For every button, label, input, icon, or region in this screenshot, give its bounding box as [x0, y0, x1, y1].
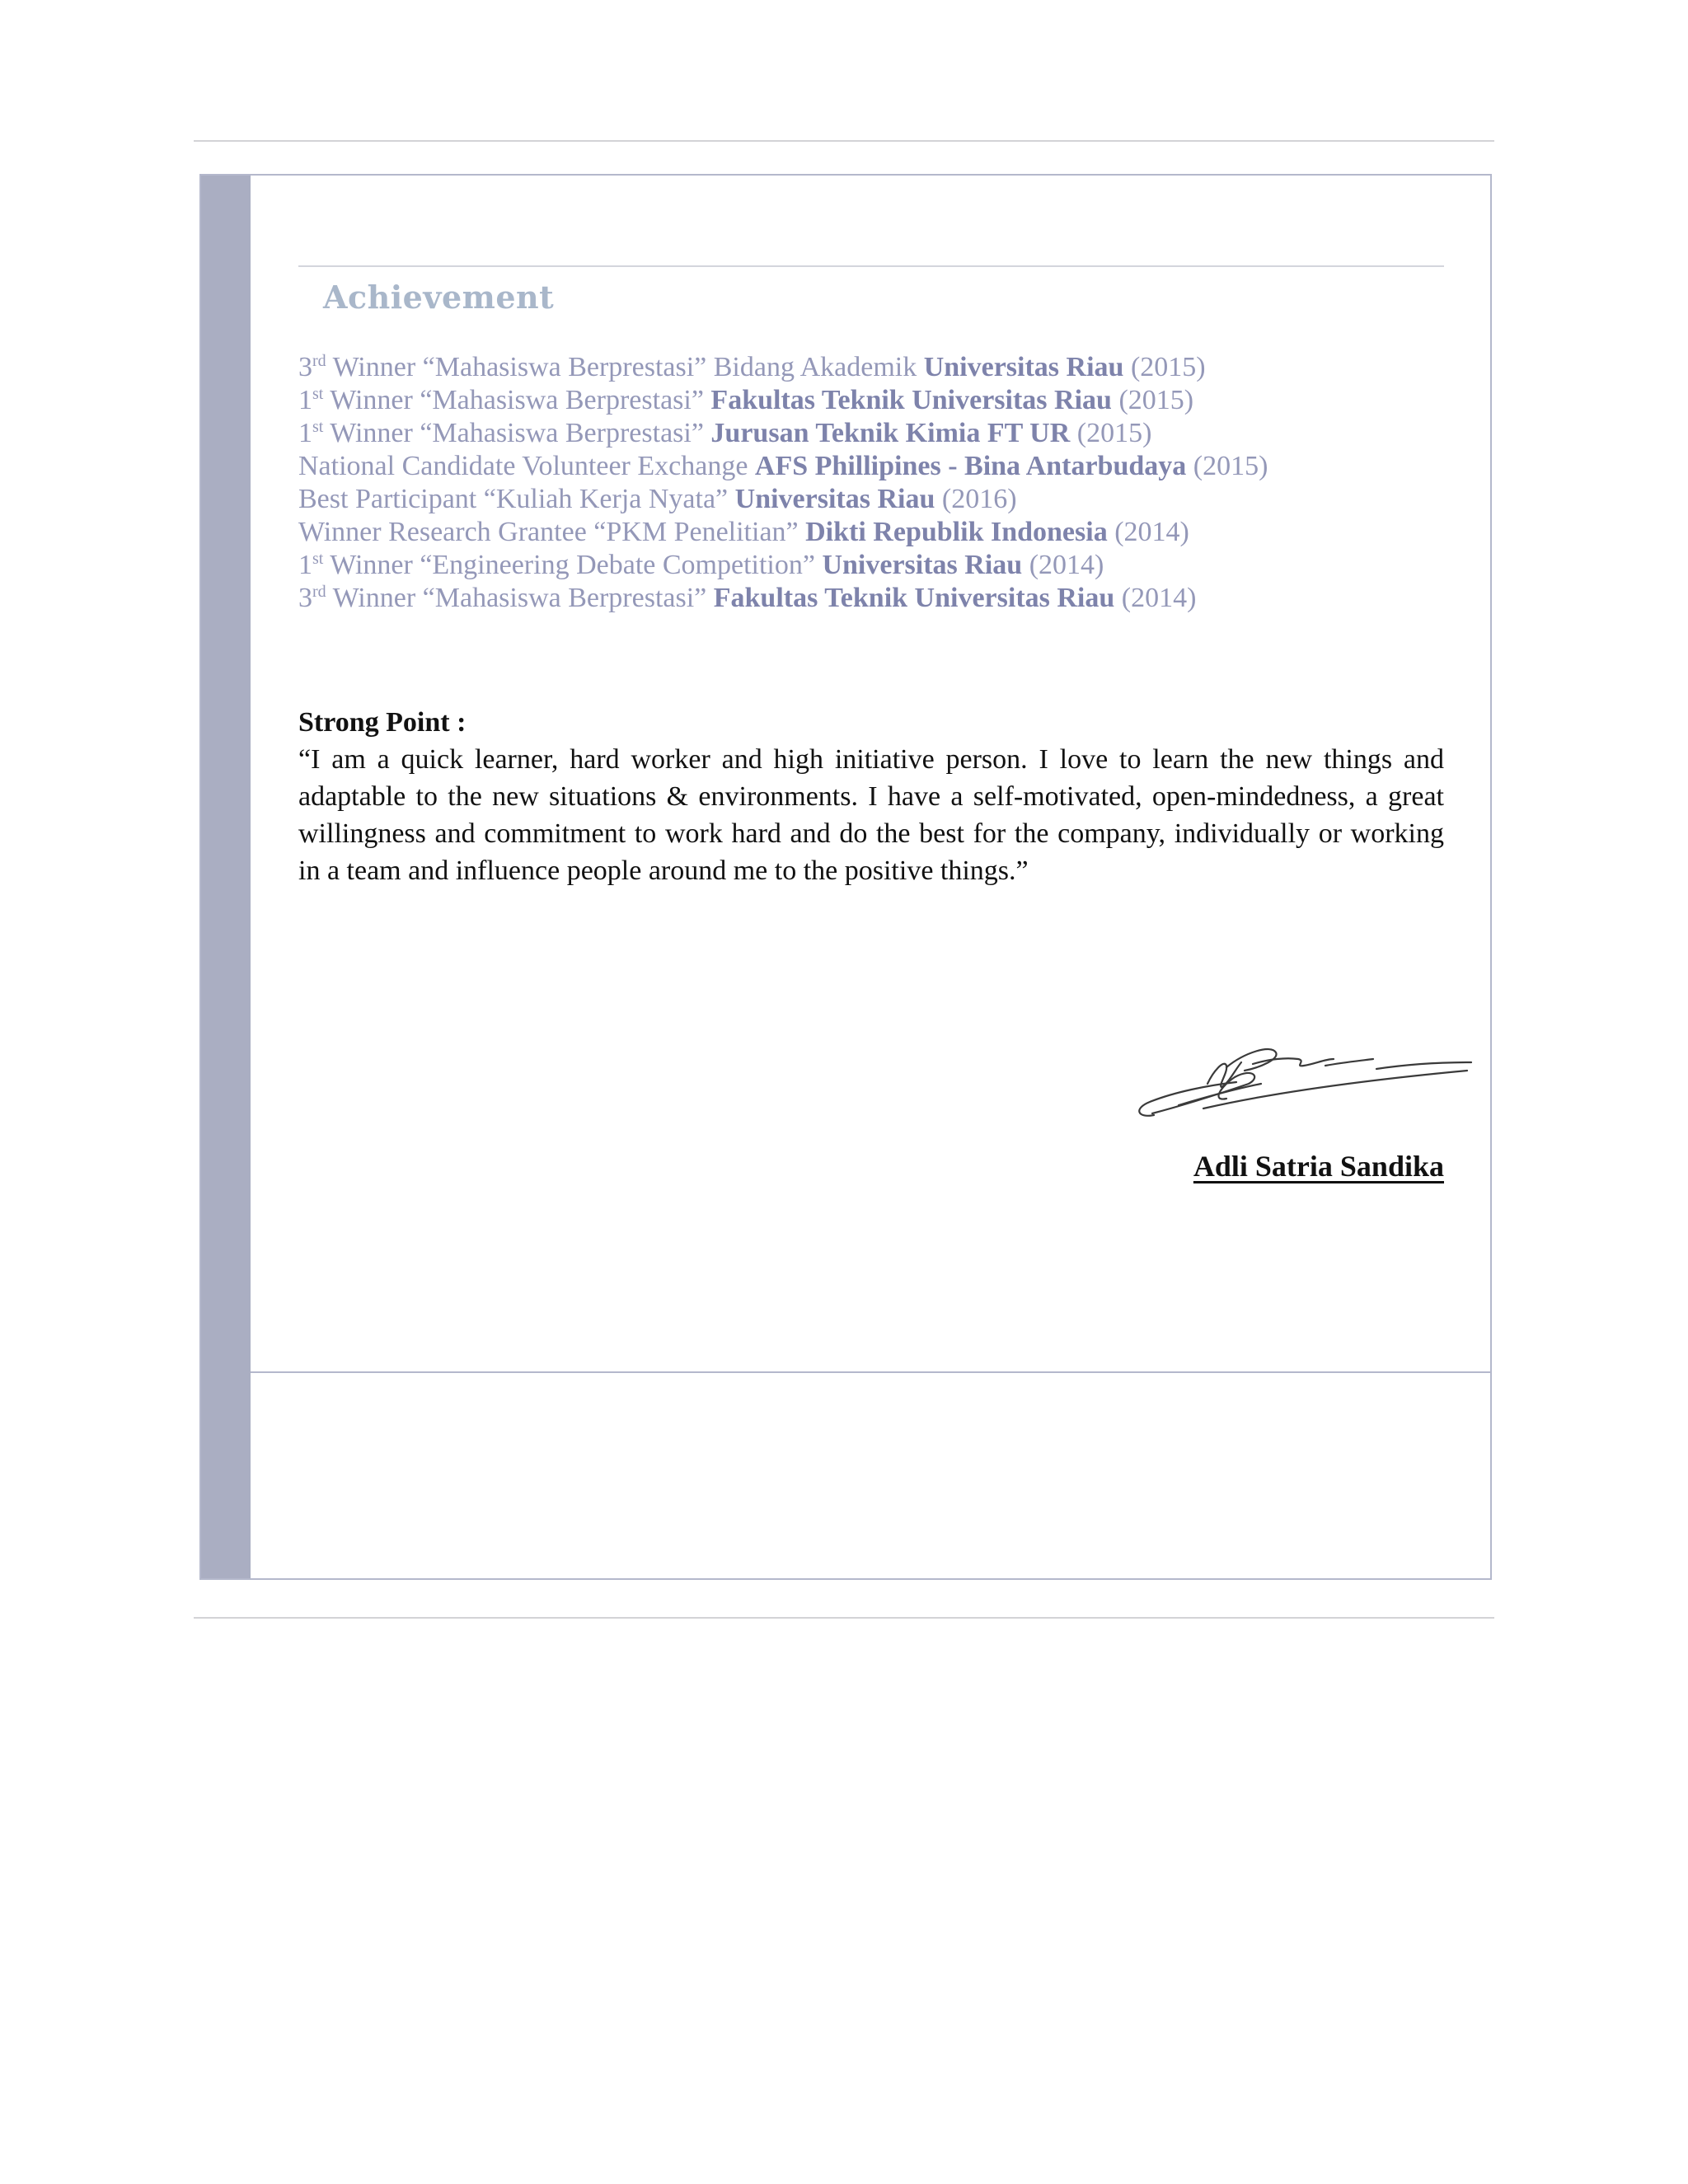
achievement-item: [298, 582, 1444, 615]
ordinal-suffix: rd: [312, 583, 326, 601]
ordinal-number: 1: [298, 418, 312, 448]
page-top-rule: [194, 140, 1494, 142]
achievement-org: AFS Phillipines - Bina Antarbudaya: [754, 451, 1187, 481]
achievement-org: Universitas Riau: [923, 352, 1124, 382]
ordinal-suffix: st: [312, 418, 324, 436]
achievement-text: Winner “Mahasiswa Berprestasi”: [332, 583, 707, 613]
achievement-text: National Candidate Volunteer Exchange: [298, 451, 748, 481]
sidebar-accent-bar: [201, 176, 251, 1578]
achievement-org: Universitas Riau: [734, 484, 935, 514]
achievement-org: Dikti Republik Indonesia: [805, 517, 1108, 547]
signature-name: Adli Satria Sandika: [1193, 1150, 1444, 1183]
achievement-org: Fakultas Teknik Universitas Riau: [713, 583, 1115, 613]
page-bottom-rule: [194, 1617, 1494, 1619]
strong-point-text: “I am a quick learner, hard worker and high initiative person. I love to learn the new things and adaptable to the new situations & environments. I have a self-motivated, open-mindedness, a great willingness and commitment to work hard and do the best for the company, individually or working in a team and influence people around me to the positive things.”: [298, 744, 1444, 886]
achievement-year: (2014): [1121, 583, 1197, 613]
achievement-item: [298, 549, 1444, 582]
achievement-year: (2014): [1114, 517, 1189, 547]
achievement-org: Jurusan Teknik Kimia FT UR: [710, 418, 1071, 448]
achievement-org: Universitas Riau: [822, 550, 1023, 580]
signature-image: [1129, 1034, 1475, 1125]
ordinal-suffix: st: [312, 550, 324, 568]
achievement-text: Winner Research Grantee “PKM Penelitian”: [298, 517, 799, 547]
strong-point-section: [298, 704, 1444, 889]
achievement-year: (2015): [1193, 451, 1268, 481]
achievement-item: [298, 516, 1444, 549]
achievement-item: [298, 384, 1444, 417]
achievement-heading: Achievement: [323, 279, 555, 316]
achievement-rule: [298, 265, 1444, 267]
ordinal-number: 1: [298, 550, 312, 580]
ordinal-suffix: st: [312, 385, 324, 403]
ordinal-number: 3: [298, 352, 312, 382]
achievement-item: [298, 351, 1444, 384]
achievement-list: [298, 351, 1444, 615]
main-content: [298, 265, 1444, 889]
achievement-text: Winner “Engineering Debate Competition”: [330, 550, 815, 580]
achievement-text: Winner “Mahasiswa Berprestasi” Bidang Akademik: [332, 352, 917, 382]
strong-point-label: Strong Point :: [298, 707, 467, 738]
achievement-text: Best Participant “Kuliah Kerja Nyata”: [298, 484, 729, 514]
achievement-text: Winner “Mahasiswa Berprestasi”: [330, 418, 704, 448]
frame-divider: [251, 1371, 1490, 1373]
achievement-item: [298, 483, 1444, 516]
ordinal-suffix: rd: [312, 352, 326, 370]
achievement-year: (2016): [941, 484, 1017, 514]
ordinal-number: 1: [298, 385, 312, 415]
achievement-year: (2015): [1130, 352, 1206, 382]
achievement-item: [298, 417, 1444, 450]
achievement-year: (2015): [1076, 418, 1152, 448]
achievement-text: Winner “Mahasiswa Berprestasi”: [330, 385, 704, 415]
achievement-org: Fakultas Teknik Universitas Riau: [710, 385, 1112, 415]
achievement-item: [298, 450, 1444, 483]
achievement-year: (2015): [1118, 385, 1194, 415]
ordinal-number: 3: [298, 583, 312, 613]
achievement-year: (2014): [1029, 550, 1104, 580]
